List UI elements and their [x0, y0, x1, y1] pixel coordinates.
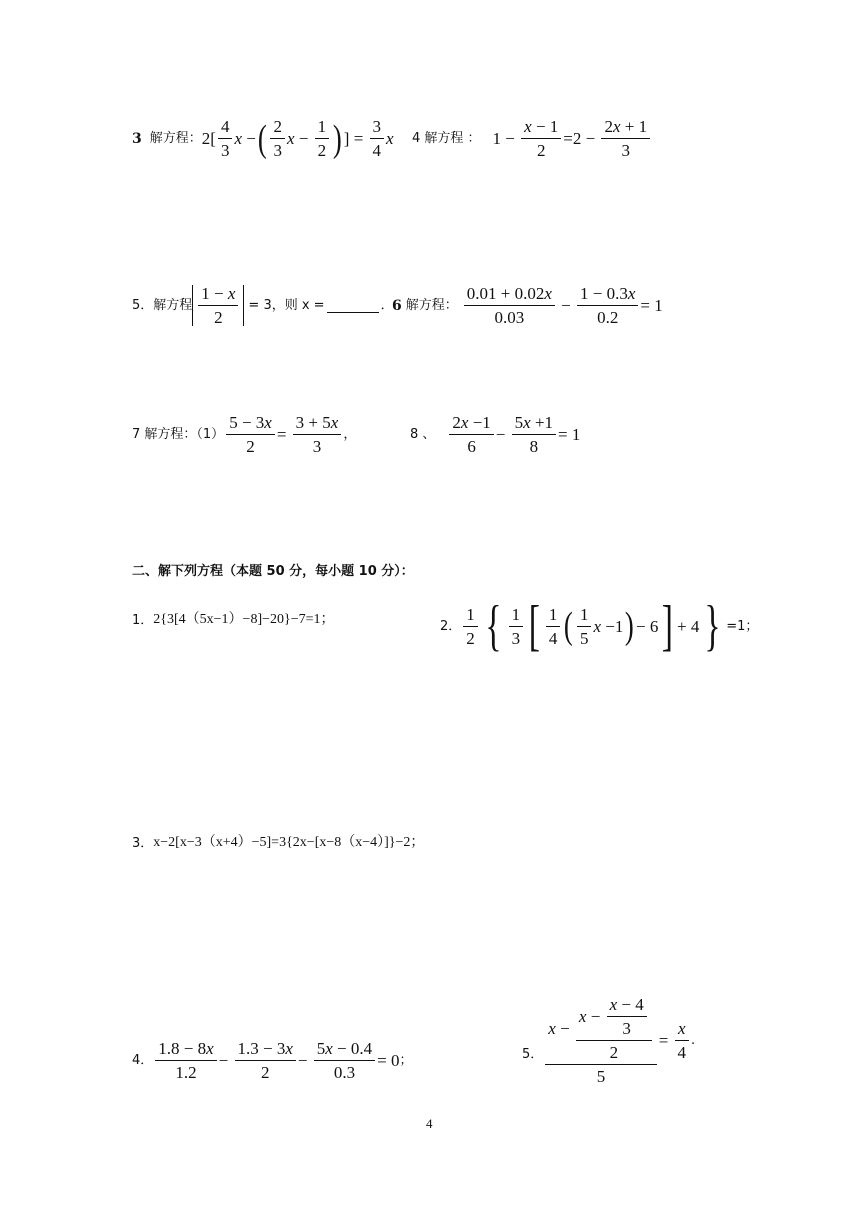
problem-5: [522, 996, 695, 1085]
question-7-label: 7 解方程：（1）: [132, 427, 225, 442]
section-2-title: 二、解下列方程（本题 50 分，每小题 10 分）：: [132, 564, 414, 579]
problem-4-end: ；: [399, 1053, 413, 1068]
problem-1-equation: 2{3[4（5x−1）−8]−20}−7=1；: [153, 612, 335, 627]
problem-3: [132, 836, 424, 850]
question-5-label: 5．解方程: [132, 298, 193, 313]
problem-3-label: 3．: [132, 835, 154, 851]
question-6-equation: $\frac{0.01 + 0.02x}{0.03}$ − $\frac{1 - 0.3x}{0.2}$ = 1: [462, 285, 663, 326]
question-3-label: 解方程：: [149, 131, 202, 146]
question-6: 6 解方程： $\frac{0.01 + 0.02x}{0.03}$ − $\frac{1 - 0.3x}{0.2}$ = 1: [392, 284, 663, 327]
problem-5-equation: x − x − $\frac{x - 4}{3}$ 2 5 = $\frac{x}{4}$: [543, 996, 691, 1085]
question-3: [132, 118, 394, 159]
question-8-label: 8 、: [410, 427, 436, 442]
question-5: [132, 285, 394, 326]
problem-1: [132, 613, 335, 627]
question-3-number: 3: [132, 130, 142, 147]
question-3-equation: 2[ $\frac{4}{3}$ x − ( $\frac{2}{3}$ x − $\frac{1}{2}$ ) ] = $\frac{3}{4}$ x: [201, 117, 394, 160]
question-8: [410, 414, 580, 455]
question-4-equation: 1 − $\frac{x - 1}{2}$ =2 − $\frac{2x + 1}{3}$: [493, 118, 653, 159]
question-7-end: ，: [343, 427, 357, 442]
problem-3-equation: x−2[x−3（x+4）−5]=3{2x−[x−8（x−4）]}−2；: [153, 835, 425, 850]
problem-2-end: =1；: [726, 618, 759, 634]
problem-5-label: 5．: [522, 1047, 544, 1062]
problem-4-label: 4．: [132, 1053, 154, 1068]
question-5-answer-blank[interactable]: [327, 298, 379, 313]
question-5-equation-tail: = 3，则 x =: [248, 298, 325, 313]
question-7: [132, 414, 356, 455]
question-4: [412, 118, 652, 159]
problem-2: [440, 595, 759, 657]
problem-1-label: 1．: [132, 612, 154, 628]
question-6-label: 解方程：: [405, 298, 458, 313]
problem-4: [132, 1040, 413, 1081]
page-number: 4: [426, 1116, 433, 1131]
problem-4-equation: $\frac{1.8 - 8x}{1.2}$ − $\frac{1.3 - 3x}{2}$ − $\frac{5x - 0.4}{0.3}$ = 0: [153, 1040, 399, 1081]
question-8-equation: $\frac{2x -1}{6}$ − $\frac{5x +1}{8}$ = 1: [447, 414, 580, 455]
problem-2-label: 2．: [440, 618, 462, 634]
question-5-end: ．: [380, 298, 394, 313]
question-5-equation: $\frac{1 - x}{2}$: [192, 285, 244, 326]
problem-5-end: .: [691, 1033, 696, 1048]
problem-2-equation: $\frac{1}{2}$ { $\frac{1}{3}$ [ $\frac{1}{4}$ ( $\frac{1}{5}$ x −1 ) − 6 ] + 4 }: [461, 598, 726, 654]
question-7-equation: $\frac{5 - 3x}{2}$ = $\frac{3 + 5x}{3}$: [224, 414, 343, 455]
question-4-label: 4 解方程 ：: [412, 131, 481, 146]
